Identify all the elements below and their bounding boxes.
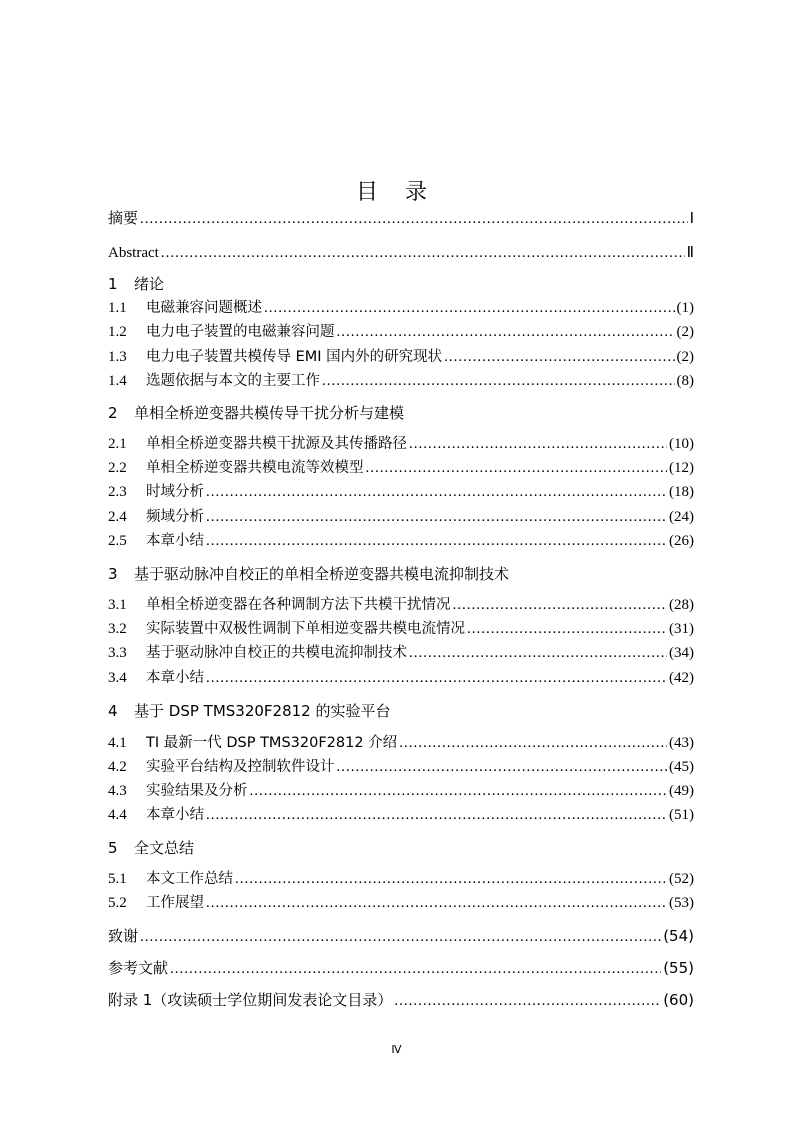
section-number: 3.2 bbox=[108, 621, 127, 637]
chapter-number: 5 bbox=[108, 839, 118, 857]
entry-title: 实际装置中双极性调制下单相逆变器共模电流情况 bbox=[146, 621, 465, 637]
chapter-number: 1 bbox=[108, 275, 118, 293]
dot-leader bbox=[206, 482, 667, 502]
entry-page-number: (12) bbox=[669, 460, 694, 476]
entry-title: 实验平台结构及控制软件设计 bbox=[146, 759, 335, 775]
section-number: 5.2 bbox=[108, 895, 127, 911]
chapter-title: 基于驱动脉冲自校正的单相全桥逆变器共模电流抑制技术 bbox=[134, 565, 510, 583]
entry-page-number: (2) bbox=[676, 324, 694, 340]
section-number: 1.4 bbox=[108, 373, 127, 389]
dot-leader bbox=[409, 643, 667, 663]
entry-page-number: (55) bbox=[663, 959, 694, 977]
entry-title: 单相全桥逆变器共模干扰源及其传播路径 bbox=[146, 436, 407, 452]
dot-leader bbox=[206, 893, 667, 913]
toc-chapter-heading bbox=[108, 838, 194, 858]
toc-section-entry bbox=[108, 595, 694, 615]
dot-leader bbox=[337, 757, 668, 777]
page-title: 目 录 bbox=[356, 180, 437, 205]
entry-title: 电力电子装置共模传导 EMI 国内外的研究现状 bbox=[146, 349, 443, 365]
section-number: 2.2 bbox=[108, 460, 127, 476]
toc-section-entry bbox=[108, 805, 694, 825]
chapter-title: 全文总结 bbox=[134, 839, 195, 857]
dot-leader bbox=[409, 434, 667, 454]
toc-section-entry bbox=[108, 893, 694, 913]
dot-leader bbox=[206, 668, 667, 688]
entry-title: 选题依据与本文的主要工作 bbox=[146, 373, 320, 389]
entry-title: 参考文献 bbox=[108, 959, 169, 977]
entry-page-number: (8) bbox=[676, 373, 694, 389]
entry-page-number: (45) bbox=[669, 759, 694, 775]
toc-section-entry bbox=[108, 531, 694, 551]
section-number: 5.1 bbox=[108, 871, 127, 887]
entry-page-number: (49) bbox=[669, 783, 694, 799]
toc-section-entry bbox=[108, 781, 694, 801]
dot-leader bbox=[444, 347, 674, 367]
entry-page-number: (18) bbox=[669, 484, 694, 500]
toc-section-entry bbox=[108, 869, 694, 889]
toc-entry bbox=[108, 242, 694, 263]
section-number: 3.4 bbox=[108, 670, 127, 686]
dot-leader bbox=[206, 805, 667, 825]
entry-title: 频域分析 bbox=[146, 509, 204, 525]
entry-title: 本章小结 bbox=[146, 670, 204, 686]
toc-chapter-heading bbox=[108, 701, 390, 721]
chapter-title: 基于 DSP TMS320F2812 的实验平台 bbox=[134, 702, 391, 720]
toc-section-entry bbox=[108, 619, 694, 639]
chapter-number: 2 bbox=[108, 404, 118, 422]
entry-page-number: (34) bbox=[669, 645, 694, 661]
section-number: 2.4 bbox=[108, 509, 127, 525]
entry-page-number: (2) bbox=[676, 349, 694, 365]
entry-title: 电力电子装置的电磁兼容问题 bbox=[146, 324, 335, 340]
entry-page-number: Ⅱ bbox=[686, 243, 694, 261]
entry-page-number: (52) bbox=[669, 871, 694, 887]
section-number: 2.3 bbox=[108, 484, 127, 500]
toc-section-entry bbox=[108, 482, 694, 502]
entry-title: 实验结果及分析 bbox=[146, 783, 248, 799]
entry-title: 单相全桥逆变器共模电流等效模型 bbox=[146, 460, 364, 476]
entry-page-number: (54) bbox=[663, 927, 694, 945]
toc-entry bbox=[108, 990, 694, 1011]
entry-title: Abstract bbox=[108, 245, 159, 261]
dot-leader bbox=[322, 371, 675, 391]
section-number: 3.1 bbox=[108, 597, 127, 613]
section-number: 1.1 bbox=[108, 300, 127, 316]
entry-title: 电磁兼容问题概述 bbox=[146, 300, 262, 316]
entry-page-number: (24) bbox=[669, 509, 694, 525]
dot-leader bbox=[366, 458, 668, 478]
dot-leader bbox=[170, 959, 661, 979]
entry-title: 基于驱动脉冲自校正的共模电流抑制技术 bbox=[146, 645, 407, 661]
dot-leader bbox=[206, 507, 667, 527]
toc-chapter-heading bbox=[108, 403, 404, 423]
entry-title: 工作展望 bbox=[146, 895, 204, 911]
toc-section-entry bbox=[108, 643, 694, 663]
dot-leader bbox=[453, 595, 668, 615]
entry-title: 摘要 bbox=[108, 209, 139, 227]
page-number: Ⅳ bbox=[391, 1044, 402, 1056]
entry-title: 单相全桥逆变器在各种调制方法下共模干扰情况 bbox=[146, 597, 451, 613]
section-number: 4.1 bbox=[108, 735, 127, 751]
dot-leader bbox=[140, 209, 688, 229]
entry-page-number: (10) bbox=[669, 436, 694, 452]
entry-page-number: (43) bbox=[669, 735, 694, 751]
dot-leader bbox=[394, 991, 661, 1011]
section-number: 2.1 bbox=[108, 436, 127, 452]
entry-title: 本章小结 bbox=[146, 533, 204, 549]
chapter-title: 单相全桥逆变器共模传导干扰分析与建模 bbox=[134, 404, 405, 422]
entry-title: 本章小结 bbox=[146, 807, 204, 823]
entry-page-number: Ⅰ bbox=[689, 209, 694, 227]
entry-title: 致谢 bbox=[108, 927, 139, 945]
toc-section-entry bbox=[108, 458, 694, 478]
entry-page-number: (51) bbox=[669, 807, 694, 823]
section-number: 4.3 bbox=[108, 783, 127, 799]
entry-page-number: (26) bbox=[669, 533, 694, 549]
dot-leader bbox=[337, 322, 675, 342]
toc-entry bbox=[108, 958, 694, 979]
toc-section-entry bbox=[108, 434, 694, 454]
entry-page-number: (60) bbox=[663, 991, 694, 1009]
toc-section-entry bbox=[108, 507, 694, 527]
toc-section-entry bbox=[108, 371, 694, 391]
entry-title: 附录 1（攻读硕士学位期间发表论文目录） bbox=[108, 991, 393, 1009]
entry-title: 本文工作总结 bbox=[146, 871, 233, 887]
dot-leader bbox=[235, 869, 667, 889]
section-number: 4.4 bbox=[108, 807, 127, 823]
toc-chapter-heading bbox=[108, 564, 509, 584]
dot-leader bbox=[140, 927, 661, 947]
section-number: 1.3 bbox=[108, 349, 127, 365]
entry-title: 时域分析 bbox=[146, 484, 204, 500]
toc-chapter-heading bbox=[108, 274, 164, 294]
chapter-title: 绪论 bbox=[134, 275, 165, 293]
dot-leader bbox=[264, 298, 675, 318]
section-number: 1.2 bbox=[108, 324, 127, 340]
dot-leader bbox=[467, 619, 667, 639]
entry-title: TI 最新一代 DSP TMS320F2812 介绍 bbox=[146, 735, 398, 751]
entry-page-number: (1) bbox=[676, 300, 694, 316]
toc-section-entry bbox=[108, 322, 694, 342]
toc-section-entry bbox=[108, 298, 694, 318]
dot-leader bbox=[399, 733, 667, 753]
chapter-number: 4 bbox=[108, 702, 118, 720]
section-number: 3.3 bbox=[108, 645, 127, 661]
section-number: 4.2 bbox=[108, 759, 127, 775]
toc-section-entry bbox=[108, 668, 694, 688]
toc-entry bbox=[108, 926, 694, 947]
chapter-number: 3 bbox=[108, 565, 118, 583]
toc-section-entry bbox=[108, 347, 694, 367]
entry-page-number: (28) bbox=[669, 597, 694, 613]
toc-entry bbox=[108, 208, 694, 229]
toc-section-entry bbox=[108, 733, 694, 753]
section-number: 2.5 bbox=[108, 533, 127, 549]
entry-page-number: (31) bbox=[669, 621, 694, 637]
toc-section-entry bbox=[108, 757, 694, 777]
dot-leader bbox=[206, 531, 667, 551]
dot-leader bbox=[250, 781, 668, 801]
entry-page-number: (42) bbox=[669, 670, 694, 686]
dot-leader bbox=[161, 243, 685, 263]
entry-page-number: (53) bbox=[669, 895, 694, 911]
